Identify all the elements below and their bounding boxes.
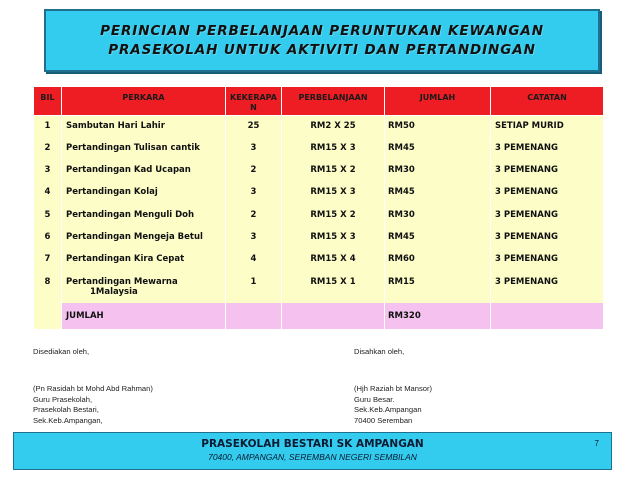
cell-bil: 6 xyxy=(34,227,62,249)
cell-perkara-line1: Pertandingan Mewarna xyxy=(66,276,178,287)
prepared-by-name: (Pn Rasidah bt Mohd Abd Rahman) xyxy=(33,384,153,393)
expense-table xyxy=(33,86,604,329)
cell-kekerapan: 25 xyxy=(226,116,282,138)
table-row xyxy=(34,138,604,160)
table-row xyxy=(34,227,604,249)
approved-by-address: 70400 Seremban xyxy=(354,415,413,425)
cell-perbelanjaan: RM15 X 4 xyxy=(282,249,385,271)
table-row xyxy=(34,249,604,271)
cell-kekerapan: 3 xyxy=(226,182,282,204)
header-perbelanjaan: PERBELANJAAN xyxy=(282,87,385,116)
total-label: JUMLAH xyxy=(62,303,226,329)
table-row xyxy=(34,272,604,304)
footer-banner xyxy=(13,432,612,470)
title-line-2: PRASEKOLAH UNTUK AKTIVITI DAN PERTANDINGAN xyxy=(108,41,536,58)
title-banner xyxy=(44,9,600,72)
cell-bil: 5 xyxy=(34,205,62,227)
cell-perbelanjaan: RM15 X 2 xyxy=(282,160,385,182)
title-line-1: PERINCIAN PERBELANJAAN PERUNTUKAN KEWANGAN xyxy=(100,22,544,39)
cell-perkara: Pertandingan Kira Cepat xyxy=(62,249,226,271)
table-row xyxy=(34,205,604,227)
cell-perkara: Pertandingan Tulisan cantik xyxy=(62,138,226,160)
cell-catatan: 3 PEMENANG xyxy=(491,227,604,249)
header-kekerapan-line1: KEKERAPA xyxy=(230,93,277,102)
header-perkara: PERKARA xyxy=(62,87,226,116)
header-bil: BIL xyxy=(34,87,62,116)
header-catatan: CATATAN xyxy=(491,87,604,116)
footer-school-name: PRASEKOLAH BESTARI SK AMPANGAN xyxy=(201,438,424,450)
cell-perkara: Sambutan Hari Lahir xyxy=(62,116,226,138)
cell-bil: 1 xyxy=(34,116,62,138)
cell-catatan: 3 PEMENANG xyxy=(491,272,604,304)
cell-empty xyxy=(282,303,385,329)
header-kekerapan xyxy=(226,87,282,116)
prepared-by-school: Sek.Keb.Ampangan, xyxy=(33,415,103,425)
approved-by-block xyxy=(354,384,432,426)
approved-by-heading: Disahkan oleh, xyxy=(354,347,405,356)
cell-perbelanjaan: RM15 X 3 xyxy=(282,182,385,204)
cell-empty xyxy=(226,303,282,329)
cell-catatan: 3 PEMENANG xyxy=(491,182,604,204)
cell-jumlah: RM50 xyxy=(385,116,491,138)
cell-perkara: Pertandingan Menguli Doh xyxy=(62,205,226,227)
cell-bil-empty xyxy=(34,303,62,329)
cell-perbelanjaan: RM15 X 1 xyxy=(282,272,385,304)
footer-address: 70400, AMPANGAN, SEREMBAN NEGERI SEMBILAN xyxy=(208,452,417,462)
prepared-by-heading: Disediakan oleh, xyxy=(33,347,90,356)
cell-kekerapan: 1 xyxy=(226,272,282,304)
cell-jumlah: RM45 xyxy=(385,227,491,249)
prepared-by-unit: Prasekolah Bestari, xyxy=(33,405,99,415)
cell-perbelanjaan: RM15 X 3 xyxy=(282,138,385,160)
header-jumlah: JUMLAH xyxy=(385,87,491,116)
total-value: RM320 xyxy=(385,303,491,329)
approved-by-name: (Hjh Raziah bt Mansor) xyxy=(354,384,433,393)
cell-kekerapan: 3 xyxy=(226,227,282,249)
cell-kekerapan: 3 xyxy=(226,138,282,160)
cell-bil: 2 xyxy=(34,138,62,160)
cell-catatan: 3 PEMENANG xyxy=(491,138,604,160)
cell-jumlah: RM15 xyxy=(385,272,491,304)
cell-perbelanjaan: RM2 X 25 xyxy=(282,116,385,138)
approved-by-school: Sek.Keb.Ampangan xyxy=(354,405,422,415)
total-row xyxy=(34,303,604,329)
cell-bil: 3 xyxy=(34,160,62,182)
page-number: 7 xyxy=(594,439,599,448)
cell-catatan: 3 PEMENANG xyxy=(491,160,604,182)
cell-catatan: SETIAP MURID xyxy=(491,116,604,138)
cell-kekerapan: 4 xyxy=(226,249,282,271)
cell-jumlah: RM45 xyxy=(385,182,491,204)
cell-jumlah: RM60 xyxy=(385,249,491,271)
cell-perkara-line2: 1Malaysia xyxy=(90,286,138,297)
prepared-by-block xyxy=(33,384,153,426)
cell-jumlah: RM30 xyxy=(385,205,491,227)
table-row xyxy=(34,182,604,204)
cell-perkara: Pertandingan Mengeja Betul xyxy=(62,227,226,249)
table-header-row xyxy=(34,87,604,116)
cell-perbelanjaan: RM15 X 2 xyxy=(282,205,385,227)
cell-perkara: Pertandingan Kad Ucapan xyxy=(62,160,226,182)
cell-bil: 7 xyxy=(34,249,62,271)
cell-catatan: 3 PEMENANG xyxy=(491,205,604,227)
cell-perkara xyxy=(62,272,226,304)
header-kekerapan-line2: N xyxy=(250,103,257,112)
table-row xyxy=(34,116,604,138)
cell-bil: 8 xyxy=(34,272,62,304)
cell-perkara: Pertandingan Kolaj xyxy=(62,182,226,204)
cell-perbelanjaan: RM15 X 3 xyxy=(282,227,385,249)
approved-by-role: Guru Besar. xyxy=(354,394,395,404)
cell-empty xyxy=(491,303,604,329)
cell-catatan: 3 PEMENANG xyxy=(491,249,604,271)
cell-jumlah: RM30 xyxy=(385,160,491,182)
cell-bil: 4 xyxy=(34,182,62,204)
cell-kekerapan: 2 xyxy=(226,160,282,182)
cell-jumlah: RM45 xyxy=(385,138,491,160)
cell-kekerapan: 2 xyxy=(226,205,282,227)
table-row xyxy=(34,160,604,182)
prepared-by-role: Guru Prasekolah, xyxy=(33,394,93,404)
